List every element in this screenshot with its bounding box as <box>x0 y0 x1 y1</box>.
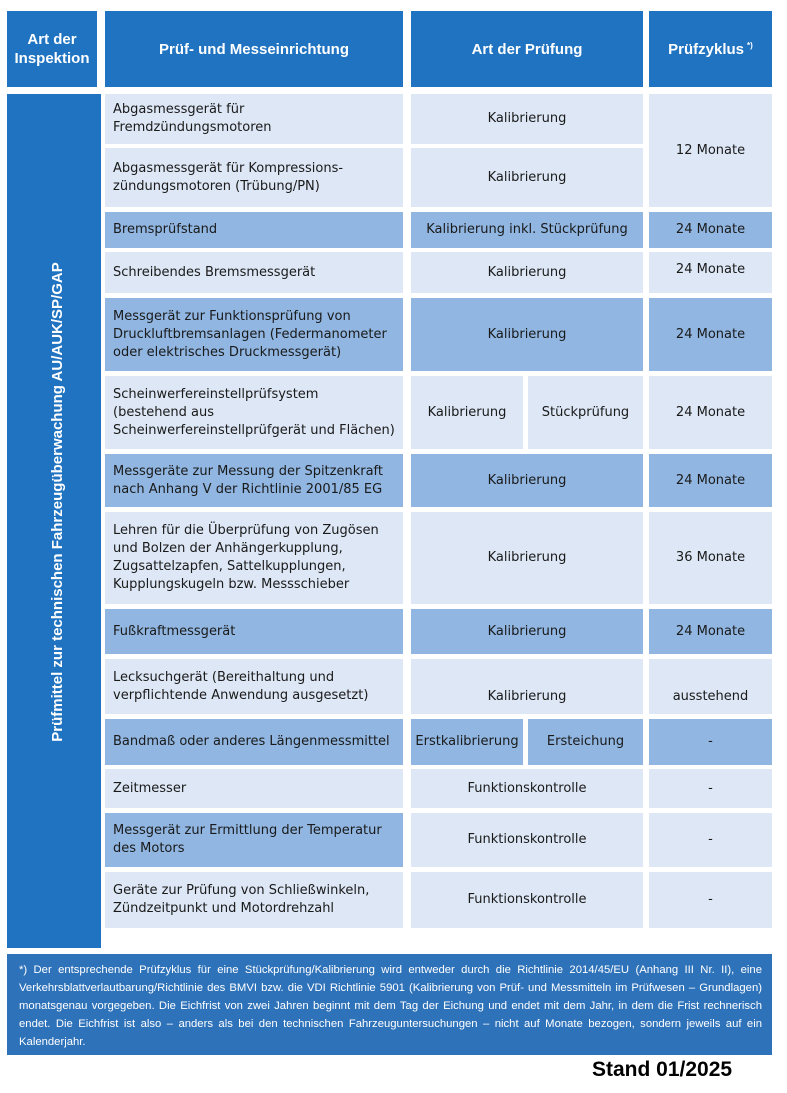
device-cell <box>105 212 403 248</box>
test-cell <box>411 454 643 507</box>
device-label: Messgeräte zur Messung der Spitzenkraft nach Anhang V der Richtlinie 2001/85 EG <box>113 463 383 497</box>
test-cell <box>411 813 643 867</box>
test-cell <box>411 512 643 604</box>
cycle-label: 24 Monate <box>675 623 746 639</box>
cycle-cell <box>649 659 772 714</box>
cycle-cell <box>649 454 772 507</box>
cycle-cell <box>649 512 772 604</box>
header-test-type-label: Art der Prüfung <box>471 40 583 58</box>
cycle-label: - <box>708 892 713 907</box>
test-cell <box>411 148 643 207</box>
cycle-cell <box>649 609 772 654</box>
test-label: Kalibrierung <box>487 689 567 704</box>
footnote <box>7 954 772 1055</box>
test-label-a: Erstkalibrierung <box>415 734 519 749</box>
device-cell <box>105 94 403 144</box>
header-device-label: Prüf- und Messeinrichtung <box>158 40 349 58</box>
test-label: Kalibrierung <box>487 623 567 639</box>
device-cell <box>105 252 403 293</box>
cycle-label: 12 Monate <box>675 142 746 158</box>
device-label: Zeitmesser <box>113 780 187 796</box>
device-label: Bandmaß oder anderes Längenmessmittel <box>113 734 390 749</box>
cycle-label: 36 Monate <box>675 550 746 565</box>
cycle-label: - <box>708 734 713 749</box>
cycle-cell <box>649 94 772 207</box>
cycle-label: 24 Monate <box>675 404 746 420</box>
device-cell <box>105 454 403 507</box>
device-label: Abgasmessgerät für Kompressions-zündungsmotoren (Trübung/PN) <box>113 160 344 194</box>
test-label: Kalibrierung <box>487 326 567 342</box>
test-cell <box>411 298 643 371</box>
test-label: Kalibrierung <box>487 264 567 280</box>
test-cell <box>411 659 643 714</box>
cycle-label: 24 Monate <box>675 326 746 342</box>
cycle-cell <box>649 813 772 867</box>
test-cell-a <box>411 376 523 449</box>
device-label: Fußkraftmessgerät <box>113 623 236 639</box>
header-cycle <box>649 11 772 87</box>
header-inspection <box>7 11 97 87</box>
test-cell <box>411 252 643 293</box>
device-label: Scheinwerfereinstellprüfsystem (bestehend aus Scheinwerfereinstellprüfgerät und Flächen) <box>113 386 395 438</box>
test-label-a: Kalibrierung <box>427 404 507 420</box>
device-label: Abgasmessgerät für Fremdzündungsmotoren <box>113 102 272 135</box>
test-cell-b <box>528 376 643 449</box>
cycle-label: - <box>708 780 713 796</box>
device-label: Bremsprüfstand <box>113 222 218 237</box>
device-cell <box>105 298 403 371</box>
cycle-cell <box>649 872 772 928</box>
header-test-type <box>411 11 643 87</box>
device-label: Messgerät zur Funktionsprüfung von Druckluftbremsanlagen (Federmanometer oder elektrisches Druckmessgerät) <box>113 308 387 360</box>
test-label: Kalibrierung <box>487 550 567 565</box>
cycle-cell <box>649 212 772 248</box>
device-cell <box>105 769 403 808</box>
cycle-cell <box>649 769 772 808</box>
test-label: Kalibrierung <box>487 169 567 185</box>
test-label: Kalibrierung <box>487 111 567 126</box>
device-label: Schreibendes Bremsmessgerät <box>113 264 316 280</box>
device-label: Geräte zur Prüfung von Schließwinkeln, Zündzeitpunkt und Motordrehzahl <box>113 883 370 916</box>
test-label: Kalibrierung <box>487 472 567 488</box>
test-cell <box>411 212 643 248</box>
test-cell-b <box>528 719 643 765</box>
header-inspection-label: Art der Inspektion <box>14 31 90 67</box>
cycle-label: 24 Monate <box>675 472 746 488</box>
test-label: Funktionskontrolle <box>467 892 587 907</box>
header-cycle-marker: *) <box>747 40 753 50</box>
device-cell <box>105 376 403 449</box>
device-cell <box>105 609 403 654</box>
inspection-type-label: Prüfmittel zur technischen Fahrzeugüberwachung AU/AUK/SP/GAP <box>49 262 66 742</box>
test-label: Funktionskontrolle <box>467 780 587 796</box>
device-label: Lecksuchgerät (Bereithaltung und verpflichtende Anwendung ausgesetzt) <box>113 669 369 703</box>
footnote-text: *) Der entsprechende Prüfzyklus für eine Stückprüfung/Kalibrierung wird entweder durch die Richtlinie 2014/45/EU (Anhang III Nr. II), eine Verkehrsblattverlautbarung/Richtlinie des BMVI bzw. die VDI Richtlinie 5901 (Kalibrierung von Prüf- und Messmitteln im Prüfwesen – Grundlagen) monatsgenau vorgegeben. Die Eichfrist von zwei Jahren beginnt mit dem Tag der Eichung und endet mit dem Jahr, in dem die Frist rechnerisch endet. Die Eichfrist ist also – anders als bei den technischen Fahrzeuguntersuchungen – nicht auf Monate bezogen, sondern jeweils auf ein Kalenderjahr. <box>19 964 762 1048</box>
cycle-cell <box>649 376 772 449</box>
test-cell-a <box>411 719 523 765</box>
cycle-cell <box>649 719 772 765</box>
device-label: Lehren für die Überprüfung von Zugösen und Bolzen der Anhängerkupplung, Zugsattelzapfen, Sattelkupplungen, Kupplungskugeln bzw. Messschieber <box>113 523 379 592</box>
test-label: Funktionskontrolle <box>467 832 587 847</box>
test-cell <box>411 609 643 654</box>
cycle-cell <box>649 298 772 371</box>
stand-date: Stand 01/2025 <box>592 1058 733 1081</box>
header-cycle-label: Prüfzyklus <box>668 40 745 58</box>
test-cell <box>411 94 643 144</box>
cycle-label: 24 Monate <box>675 222 746 237</box>
device-cell <box>105 813 403 867</box>
test-cell <box>411 769 643 808</box>
device-cell <box>105 872 403 928</box>
device-cell <box>105 719 403 765</box>
device-cell <box>105 512 403 604</box>
device-cell <box>105 659 403 714</box>
cycle-label: ausstehend <box>672 689 749 704</box>
cycle-cell <box>649 252 772 293</box>
test-label-b: Stückprüfung <box>541 404 630 420</box>
header-device <box>105 11 403 87</box>
test-label-b: Ersteichung <box>546 734 625 749</box>
device-cell <box>105 148 403 207</box>
test-cell <box>411 872 643 928</box>
cycle-label: - <box>708 832 713 847</box>
test-label: Kalibrierung inkl. Stückprüfung <box>426 222 628 237</box>
cycle-label: 24 Monate <box>675 262 746 277</box>
device-label: Messgerät zur Ermittlung der Temperatur des Motors <box>113 823 382 856</box>
